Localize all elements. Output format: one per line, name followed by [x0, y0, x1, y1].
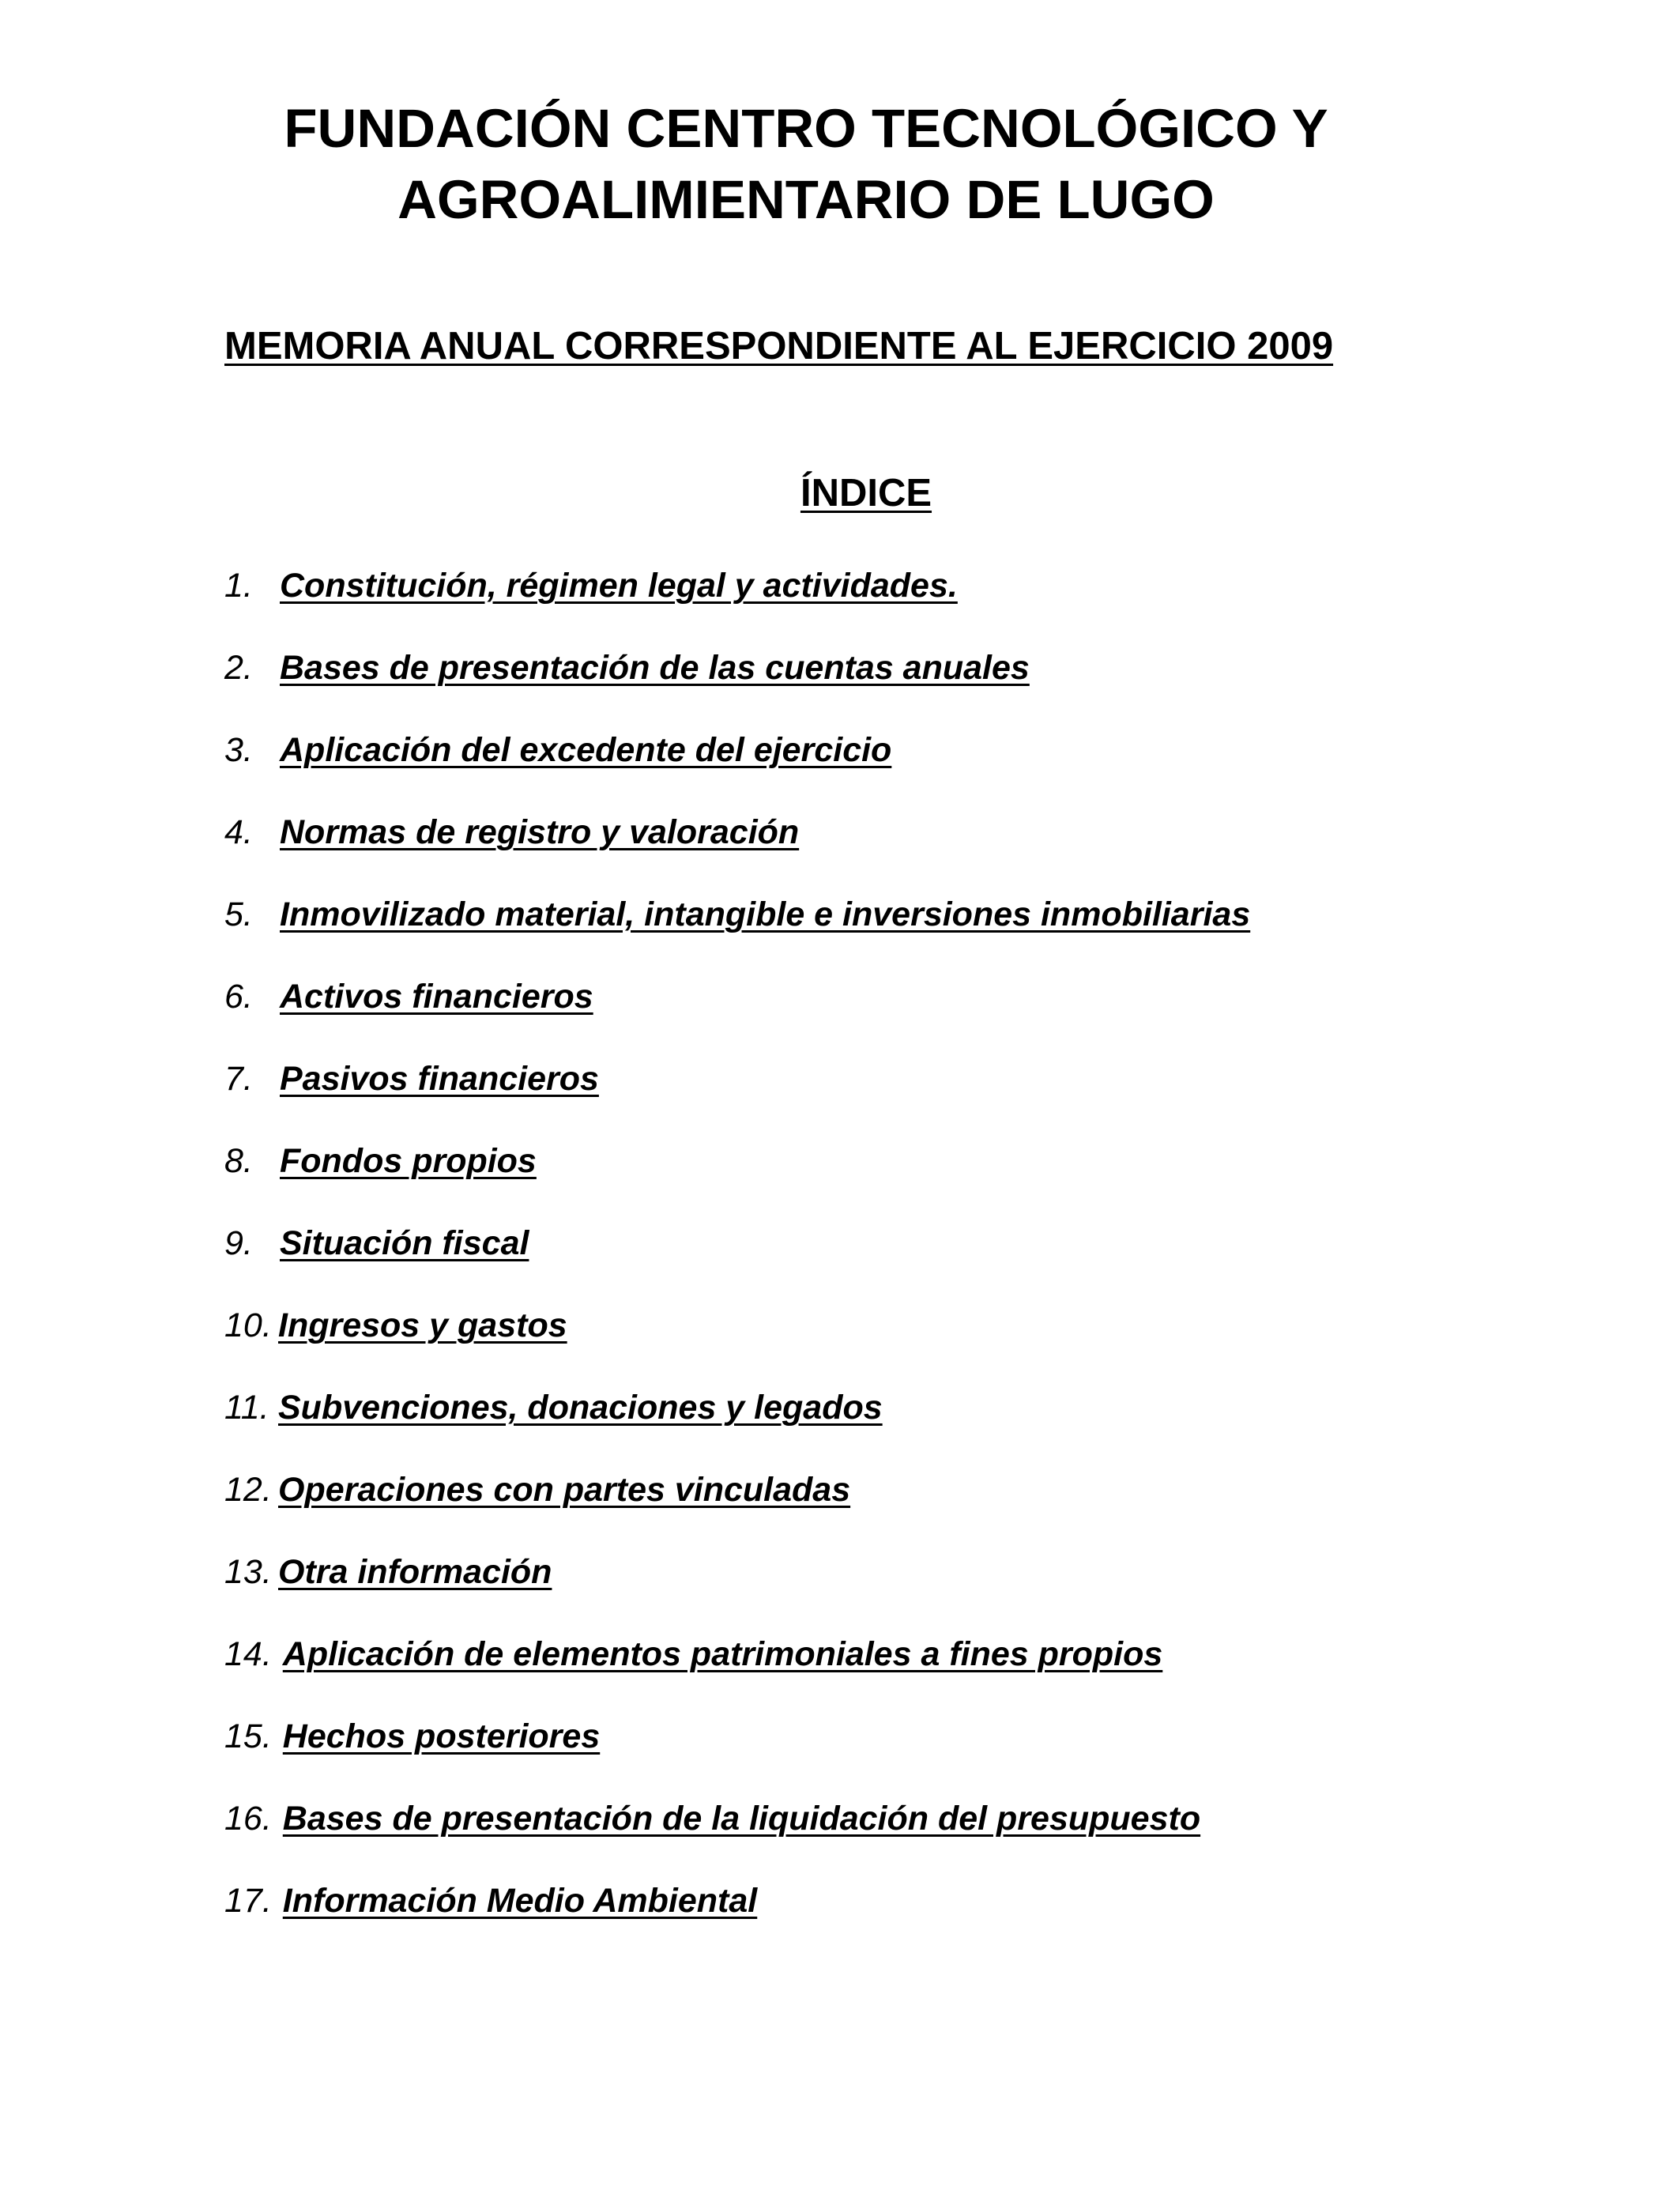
- toc-number: 4.: [224, 813, 253, 851]
- toc-link[interactable]: Información Medio Ambiental: [282, 1882, 758, 1920]
- toc-item-17[interactable]: [224, 1879, 1250, 1961]
- toc-link[interactable]: Activos financieros: [280, 978, 593, 1016]
- toc-number: 5.: [224, 895, 253, 933]
- toc-item-7[interactable]: [224, 1057, 1250, 1139]
- toc-item-11[interactable]: [224, 1385, 1250, 1468]
- toc-item-15[interactable]: [224, 1714, 1250, 1796]
- toc-link[interactable]: Operaciones con partes vinculadas: [278, 1471, 851, 1509]
- toc-link[interactable]: Pasivos financieros: [280, 1060, 599, 1098]
- toc-number: 11.: [224, 1389, 269, 1427]
- toc-number: 8.: [224, 1142, 253, 1180]
- toc-number: 1.: [224, 567, 253, 605]
- toc-link[interactable]: Subvenciones, donaciones y legados: [278, 1389, 883, 1427]
- toc-item-8[interactable]: [224, 1139, 1250, 1221]
- toc-link[interactable]: Constitución, régimen legal y actividades.: [280, 567, 958, 605]
- table-of-contents: [224, 564, 1250, 1961]
- toc-item-4[interactable]: [224, 810, 1250, 892]
- toc-number: 15.: [224, 1717, 272, 1755]
- toc-number: 9.: [224, 1224, 253, 1262]
- toc-number: 10.: [224, 1306, 272, 1344]
- title-line-2: AGROALIMIENTARIO DE LUGO: [397, 169, 1215, 230]
- toc-item-6[interactable]: [224, 974, 1250, 1057]
- toc-item-5[interactable]: [224, 892, 1250, 974]
- document-subtitle: MEMORIA ANUAL CORRESPONDIENTE AL EJERCICIO 2009: [224, 325, 1334, 368]
- toc-number: 13.: [224, 1553, 272, 1591]
- toc-link[interactable]: Normas de registro y valoración: [280, 813, 800, 851]
- toc-link[interactable]: Situación fiscal: [280, 1224, 529, 1262]
- toc-item-10[interactable]: [224, 1303, 1250, 1385]
- toc-link[interactable]: Bases de presentación de las cuentas anuales: [280, 649, 1030, 687]
- toc-item-12[interactable]: [224, 1468, 1250, 1550]
- toc-item-16[interactable]: [224, 1796, 1250, 1879]
- toc-link[interactable]: Hechos posteriores: [282, 1717, 601, 1755]
- toc-item-9[interactable]: [224, 1221, 1250, 1303]
- toc-number: 17.: [224, 1882, 272, 1920]
- toc-item-1[interactable]: [224, 564, 1250, 646]
- toc-link[interactable]: Inmovilizado material, intangible e inversiones inmobiliarias: [280, 895, 1251, 933]
- toc-number: 3.: [224, 731, 253, 769]
- title-line-1: FUNDACIÓN CENTRO TECNOLÓGICO Y: [284, 98, 1328, 159]
- toc-link[interactable]: Aplicación del excedente del ejercicio: [280, 731, 892, 769]
- document-title: [0, 93, 1612, 236]
- toc-link[interactable]: Ingresos y gastos: [278, 1306, 567, 1344]
- toc-number: 2.: [224, 649, 253, 687]
- toc-link[interactable]: Fondos propios: [280, 1142, 537, 1180]
- toc-item-2[interactable]: [224, 646, 1250, 728]
- toc-link[interactable]: Bases de presentación de la liquidación del presupuesto: [282, 1800, 1201, 1838]
- toc-number: 14.: [224, 1635, 272, 1673]
- toc-link[interactable]: Aplicación de elementos patrimoniales a fines propios: [282, 1635, 1163, 1673]
- toc-number: 7.: [224, 1060, 253, 1098]
- index-heading: ÍNDICE: [800, 472, 932, 515]
- toc-item-3[interactable]: [224, 728, 1250, 810]
- toc-item-14[interactable]: [224, 1632, 1250, 1714]
- toc-link[interactable]: Otra información: [278, 1553, 552, 1591]
- toc-item-13[interactable]: [224, 1550, 1250, 1632]
- toc-number: 6.: [224, 978, 253, 1016]
- toc-number: 12.: [224, 1471, 272, 1509]
- toc-number: 16.: [224, 1800, 272, 1838]
